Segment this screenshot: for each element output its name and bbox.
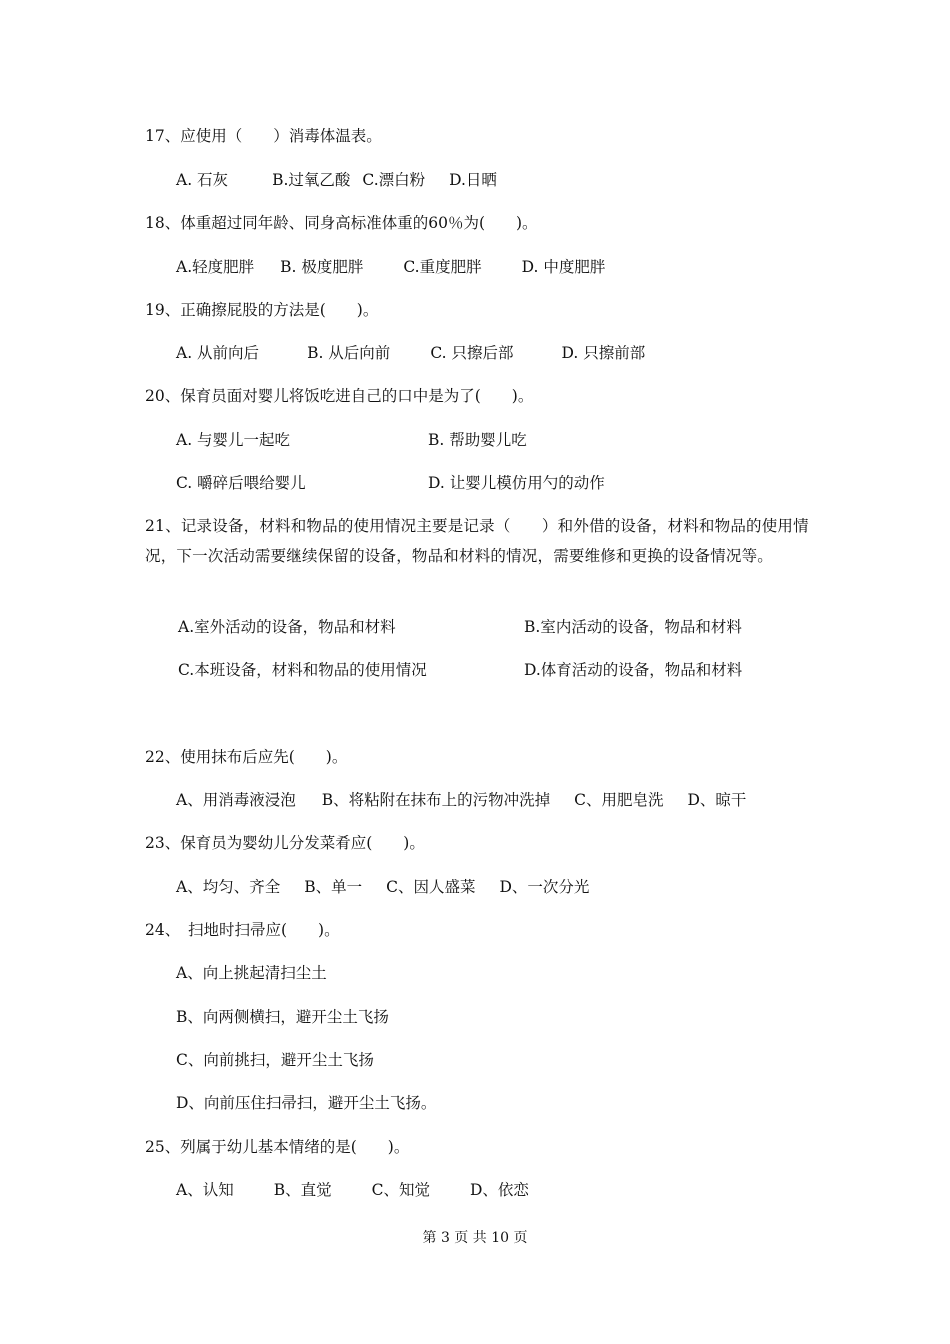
- option-d: D、一次分光: [499, 878, 590, 896]
- option-b: B、单一: [304, 878, 363, 896]
- option-c: C. 只擦后部: [430, 344, 514, 362]
- question-23-options: [176, 877, 589, 897]
- option-c: C.重度肥胖: [403, 258, 482, 276]
- question-19-stem: 19、正确擦屁股的方法是( )。: [145, 301, 379, 319]
- question-25-options: [176, 1180, 529, 1200]
- question-24-option-c: C、向前挑扫，避开尘土飞扬: [176, 1051, 374, 1069]
- question-21-stem: 21、记录设备，材料和物品的使用情况主要是记录（ ）和外借的设备，材料和物品的使用情况，下一次活动需要继续保留的设备，物品和材料的情况，需要维修和更换的设备情况等。: [145, 517, 809, 565]
- question-23-stem: 23、保育员为婴幼儿分发菜肴应( )。: [145, 834, 425, 852]
- option-c: C、因人盛菜: [386, 878, 476, 896]
- option-a: A、用消毒液浸泡: [176, 791, 296, 809]
- question-20-option-a: A. 与婴儿一起吃: [176, 431, 291, 449]
- question-22-options: [176, 790, 746, 810]
- option-d: D、依恋: [469, 1181, 529, 1199]
- option-d: D. 只擦前部: [561, 344, 646, 362]
- option-b: B. 从后向前: [307, 344, 391, 362]
- option-b: B.过氧乙酸: [272, 171, 351, 189]
- option-b: B. 极度肥胖: [280, 258, 364, 276]
- option-d: D. 中度肥胖: [521, 258, 606, 276]
- question-20-option-b: B. 帮助婴儿吃: [428, 431, 527, 449]
- option-c: C、知觉: [371, 1181, 430, 1199]
- question-21-option-b: B.室内活动的设备，物品和材料: [524, 618, 742, 636]
- option-a: A、均匀、齐全: [176, 878, 281, 896]
- question-21-option-d: D.体育活动的设备，物品和材料: [524, 661, 743, 679]
- question-20-option-d: D. 让婴儿模仿用勺的动作: [428, 474, 605, 492]
- option-b: B、将粘附在抹布上的污物冲洗掉: [321, 791, 551, 809]
- question-18-options: [176, 257, 605, 277]
- option-c: C、用肥皂洗: [574, 791, 664, 809]
- option-d: D、晾干: [687, 791, 747, 809]
- page-number: 第 3 页 共 10 页: [422, 1230, 528, 1246]
- question-17-stem: 17、应使用（ ）消毒体温表。: [145, 127, 382, 145]
- option-c: C.漂白粉: [362, 171, 426, 189]
- question-21-option-c: C.本班设备，材料和物品的使用情况: [178, 661, 427, 679]
- option-d: D.日晒: [449, 171, 497, 189]
- option-b: B、直觉: [273, 1181, 332, 1199]
- question-17-options: [176, 170, 497, 190]
- question-25-stem: 25、列属于幼儿基本情绪的是( )。: [145, 1138, 410, 1156]
- option-a: A、认知: [176, 1181, 234, 1199]
- question-24-option-d: D、向前压住扫帚扫，避开尘土飞扬。: [176, 1094, 437, 1112]
- question-18-stem: 18、体重超过同年龄、同身高标准体重的60％为( )。: [145, 214, 538, 232]
- question-24-stem: 24、 扫地时扫帚应( )。: [145, 921, 340, 939]
- question-20-stem: 20、保育员面对婴儿将饭吃进自己的口中是为了( )。: [145, 387, 534, 405]
- option-a: A. 石灰: [176, 171, 229, 189]
- question-20-option-c: C. 嚼碎后喂给婴儿: [176, 474, 306, 492]
- question-21-option-a: A.室外活动的设备，物品和材料: [178, 618, 396, 636]
- question-24-option-b: B、向两侧横扫，避开尘土飞扬: [176, 1008, 389, 1026]
- question-19-options: [176, 343, 645, 363]
- question-22-stem: 22、使用抹布后应先( )。: [145, 748, 348, 766]
- question-24-option-a: A、向上挑起清扫尘土: [176, 964, 327, 982]
- option-a: A.轻度肥胖: [176, 258, 255, 276]
- option-a: A. 从前向后: [176, 344, 260, 362]
